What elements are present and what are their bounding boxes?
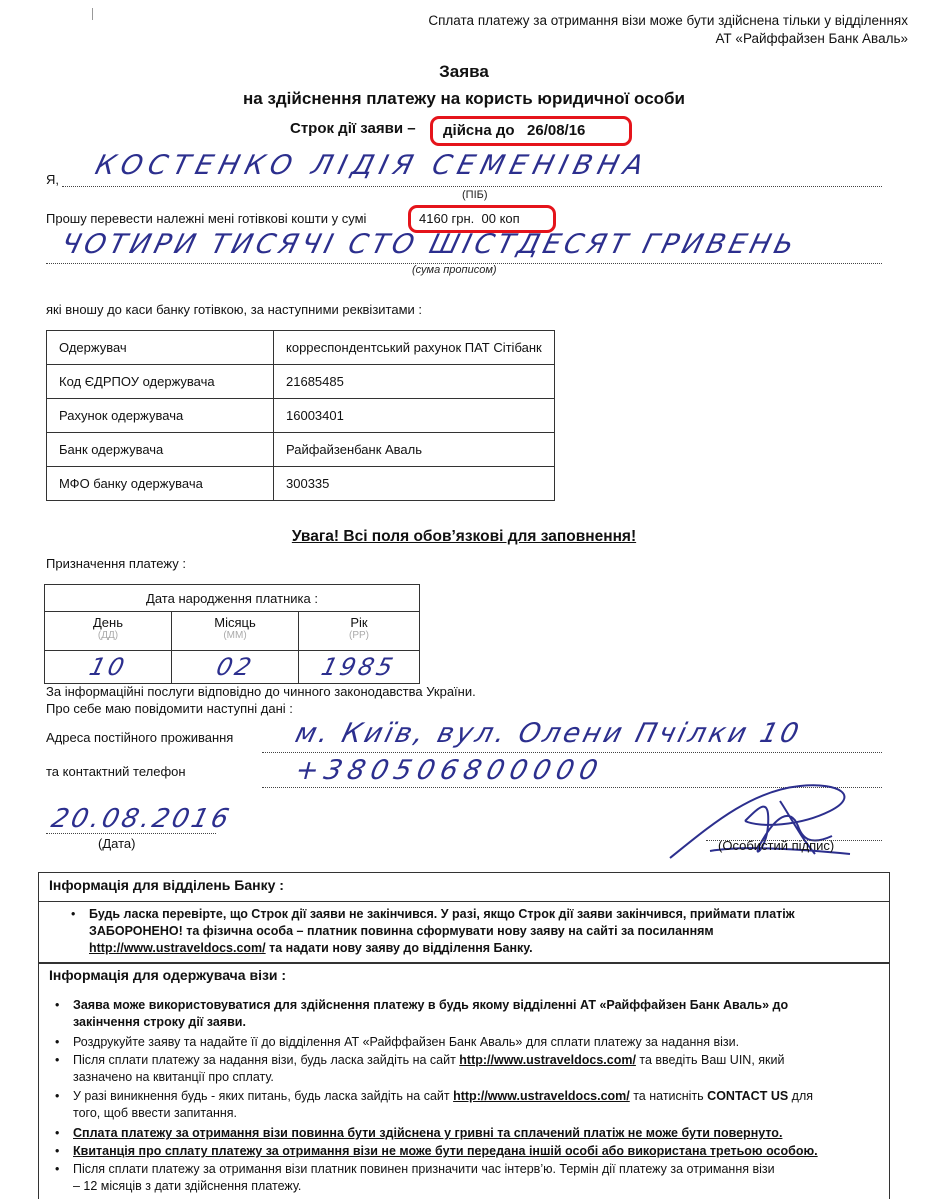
visa-info-b1-line1: Заява може використовуватися для здійснення платежу в будь якому відділенні АТ «Райффайзен Банк Аваль» до bbox=[73, 998, 789, 1012]
forbidden-text: ЗАБОРОНЕНО! bbox=[89, 924, 183, 938]
signature-caption: (Особистий підпис) bbox=[718, 838, 835, 853]
visa-info-b7-line2: – 12 місяців з дати здійснення платежу. bbox=[73, 1179, 302, 1193]
dob-day-cell bbox=[45, 651, 172, 684]
dob-month-hint: (ММ) bbox=[223, 630, 247, 641]
info-services-text: За інформаційні послуги відповідно до чинного законодавства України. bbox=[46, 684, 476, 699]
visa-info-box bbox=[38, 962, 890, 1199]
bullet-icon: • bbox=[55, 1126, 60, 1140]
requisite-value: 16003401 bbox=[274, 399, 555, 433]
bullet-icon: • bbox=[71, 907, 76, 921]
payment-location-note bbox=[428, 12, 908, 48]
applicant-prefix: Я, bbox=[46, 172, 59, 187]
visa-info-b4-line2: того, щоб ввести запитання. bbox=[73, 1106, 237, 1120]
payment-location-note-line1: Сплата платежу за отримання візи може бути здійснена тільки у відділеннях bbox=[428, 13, 908, 28]
applicant-name: КОСТЕНКО ЛІДІЯ СЕМЕНІВНА bbox=[92, 150, 653, 181]
visa-info-bullet-7 bbox=[55, 1161, 775, 1195]
amount-in-words: ЧОТИРИ ТИСЯЧІ СТО ШІСТДЕСЯТ ГРИВЕНЬ bbox=[58, 229, 801, 260]
visa-info-bullet-5 bbox=[55, 1125, 783, 1142]
scan-mark bbox=[92, 8, 93, 20]
bullet-icon: • bbox=[55, 1053, 60, 1067]
requisite-label: Код ЄДРПОУ одержувача bbox=[47, 365, 274, 399]
requisite-label: Одержувач bbox=[47, 331, 274, 365]
visa-info-b4-text-c: для bbox=[788, 1089, 814, 1103]
amount-words-caption: (сума прописом) bbox=[412, 264, 497, 276]
date-value: 20.08.2016 bbox=[48, 804, 235, 834]
bank-info-box bbox=[38, 872, 890, 964]
dob-table bbox=[44, 584, 420, 684]
validity-label: Строк дії заяви – bbox=[290, 120, 416, 137]
bullet-icon: • bbox=[55, 998, 60, 1012]
payment-location-note-line2: АТ «Райффайзен Банк Аваль» bbox=[715, 31, 908, 46]
dob-month-label: Місяць bbox=[214, 615, 256, 630]
table-row bbox=[47, 467, 555, 501]
address-line bbox=[262, 752, 882, 753]
document-title: Заява bbox=[439, 62, 489, 81]
dob-year-hint: (РР) bbox=[349, 630, 369, 641]
visa-info-heading: Інформація для одержувача візи : bbox=[49, 967, 287, 983]
visa-info-b4-text-b: та натисніть bbox=[629, 1089, 708, 1103]
visa-info-b7-line1: Після сплати платежу за отримання візи платник повинен призначити час інтерв’ю. Термін дії платежу за отримання візи bbox=[73, 1162, 775, 1176]
bank-info-heading: Інформація для відділень Банку : bbox=[39, 873, 889, 902]
bank-info-line3: та надати нову заяву до відділення Банку. bbox=[265, 941, 533, 955]
dob-title: Дата народження платника : bbox=[45, 585, 420, 612]
dob-month-value: 02 bbox=[213, 653, 257, 681]
requisite-label: МФО банку одержувача bbox=[47, 467, 274, 501]
requisite-value: корреспондентський рахунок ПАТ Сітібанк bbox=[274, 331, 555, 365]
about-self-text: Про себе маю повідомити наступні дані : bbox=[46, 701, 293, 716]
bank-info-line2: та фізична особа – платник повинна сформувати нову заяву на сайті за посиланням bbox=[182, 924, 714, 938]
address-value: м. Київ, вул. Олени Пчілки 10 bbox=[292, 718, 805, 749]
visa-info-b4-text-a: У разі виникнення будь - яких питань, будь ласка зайдіть на сайт bbox=[73, 1089, 454, 1103]
required-fields-warning: Увага! Всі поля обов’язкові для заповнення! bbox=[291, 528, 637, 545]
bullet-icon: • bbox=[55, 1144, 60, 1158]
visa-info-b3-text-a: Після сплати платежу за надання візи, будь ласка зайдіть на сайт bbox=[73, 1053, 460, 1067]
dob-month-header bbox=[172, 612, 299, 651]
requisite-value: Райфайзенбанк Аваль bbox=[274, 433, 555, 467]
bank-info-line1: Будь ласка перевірте, що Строк дії заяви не закінчився. У разі, якщо Строк дії заяви закінчився, приймати платіж bbox=[89, 907, 795, 921]
visa-info-bullet-1 bbox=[55, 997, 789, 1031]
visa-info-bullet-4 bbox=[55, 1088, 814, 1122]
transfer-text: Прошу перевести належні мені готівкові кошти у сумі bbox=[46, 211, 367, 226]
signature-scribble bbox=[650, 766, 880, 876]
name-line bbox=[62, 186, 882, 187]
table-row bbox=[47, 365, 555, 399]
visa-info-b3-line2: зазначено на квитанції про сплату. bbox=[73, 1070, 274, 1084]
dob-year-label: Рік bbox=[350, 615, 368, 630]
document-subtitle: на здійснення платежу на користь юридичної особи bbox=[243, 89, 685, 108]
validity-value: дійсна до 26/08/16 bbox=[443, 122, 586, 139]
table-row bbox=[47, 433, 555, 467]
table-row bbox=[47, 399, 555, 433]
dob-day-header bbox=[45, 612, 172, 651]
visa-info-b2: Роздрукуйте заяву та надайте її до відділення АТ «Райффайзен Банк Аваль» для сплати платежу за надання візи. bbox=[73, 1035, 740, 1049]
amount-value: 4160 грн. 00 коп bbox=[419, 211, 520, 226]
requisite-value: 21685485 bbox=[274, 365, 555, 399]
date-line bbox=[46, 833, 216, 834]
visa-info-b5: Сплата платежу за отримання візи повинна бути здійснена у гривні та сплачений платіж не може бути повернуто. bbox=[73, 1126, 783, 1140]
visa-info-bullet-2 bbox=[55, 1034, 740, 1051]
dob-year-header bbox=[299, 612, 420, 651]
dob-day-label: День bbox=[93, 615, 123, 630]
dob-year-value: 1985 bbox=[318, 653, 400, 681]
validity-highlight bbox=[430, 116, 632, 146]
phone-value: +380506800000 bbox=[292, 755, 607, 786]
dob-year-cell bbox=[299, 651, 420, 684]
contact-us-text: CONTACT US bbox=[707, 1089, 789, 1103]
payment-purpose-label: Призначення платежу : bbox=[46, 556, 186, 571]
visa-info-b6: Квитанція про сплату платежу за отримання візи не може бути передана іншій особі або використана третьою особою. bbox=[73, 1144, 818, 1158]
bullet-icon: • bbox=[55, 1162, 60, 1176]
table-row bbox=[47, 331, 555, 365]
ustraveldocs-link[interactable]: http://www.ustraveldocs.com/ bbox=[89, 941, 266, 955]
requisite-label: Банк одержувача bbox=[47, 433, 274, 467]
date-caption: (Дата) bbox=[98, 836, 136, 851]
phone-label: та контактний телефон bbox=[46, 764, 186, 779]
visa-info-b3-text-b: та введіть Ваш UIN, який bbox=[635, 1053, 785, 1067]
bank-info-bullet bbox=[71, 906, 795, 957]
dob-day-value: 10 bbox=[86, 653, 130, 681]
ustraveldocs-link[interactable]: http://www.ustraveldocs.com/ bbox=[459, 1053, 636, 1067]
visa-info-b1-line2: закінчення строку дії заяви. bbox=[73, 1015, 246, 1029]
deposit-text: які вношу до каси банку готівкою, за наступними реквізитами : bbox=[46, 302, 423, 317]
dob-day-hint: (ДД) bbox=[97, 630, 119, 641]
bullet-icon: • bbox=[55, 1035, 60, 1049]
requisite-label: Рахунок одержувача bbox=[47, 399, 274, 433]
bullet-icon: • bbox=[55, 1089, 60, 1103]
requisite-value: 300335 bbox=[274, 467, 555, 501]
visa-info-bullet-3 bbox=[55, 1052, 785, 1086]
dob-month-cell bbox=[172, 651, 299, 684]
requisites-table bbox=[46, 330, 555, 501]
visa-info-bullet-6 bbox=[55, 1143, 818, 1160]
ustraveldocs-link[interactable]: http://www.ustraveldocs.com/ bbox=[453, 1089, 630, 1103]
name-caption: (ПІБ) bbox=[462, 189, 488, 201]
address-label: Адреса постійного проживання bbox=[46, 730, 234, 745]
